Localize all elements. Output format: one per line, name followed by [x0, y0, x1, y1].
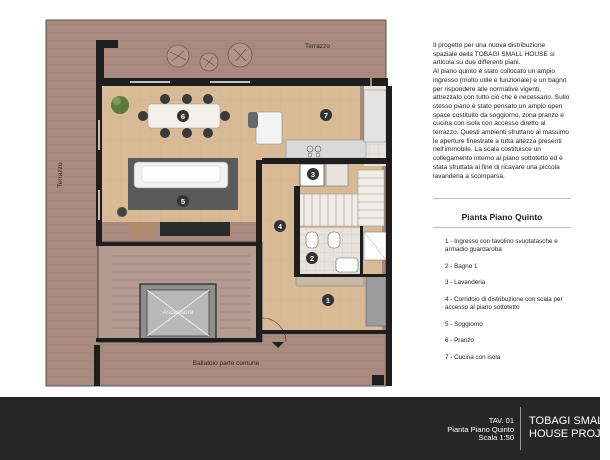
room-number: 7 — [323, 111, 329, 120]
sheet-number: TAV. 01 — [488, 416, 514, 425]
sheet-scale: Scala 1:50 — [478, 433, 514, 443]
project-title — [529, 415, 610, 441]
legend-item: 1 - Ingresso con tavolino svuotatasche e armadio guardaroba — [445, 238, 558, 253]
terrace-label: Terrazzo — [57, 162, 64, 188]
plant — [111, 96, 129, 114]
kitchen-island — [256, 112, 282, 144]
balcony-label: Ballatoio parte comune — [192, 360, 260, 367]
legend-item: 7 - Cucina con isola — [445, 354, 501, 362]
room-legend — [445, 238, 570, 371]
legend-item: 6 - Pranzo — [445, 337, 475, 345]
project-title-line: TOBAGI SMALL — [529, 415, 610, 427]
room-number: 1 — [325, 296, 331, 305]
room-number: 5 — [180, 197, 186, 206]
legend-item: 2 - Bagno 1 — [445, 262, 478, 270]
project-description — [433, 42, 571, 181]
description-paragraph: Al piano quinto è stato collocato un ampio ingresso (molto utile e funzionale) e un bagno per rispondere alle normative vigenti, attrezzato con tutto ciò che è necessario. Sullo stesso piano è stato pensato un ampio open space costituito da soggiorno, zona pranzo e cucina con isola con accesso diretto al terrazzo. Questi ambienti sfruttano al massimo le aperture finestrate a tutta altezza presenti nell'immobile. La scala costituisce un collegamento interno al piano sottotetto ed è stata sfruttata al fine di ricavare una piccola lavanderia a scomparsa. — [433, 68, 570, 180]
divider — [433, 198, 571, 199]
room-number: 6 — [180, 112, 186, 121]
legend-item: 3 - Lavanderia — [445, 279, 486, 287]
legend-item: 5 - Soggiorno — [445, 320, 483, 328]
sheet-info — [447, 417, 514, 443]
living-area — [117, 158, 238, 236]
wardrobe — [296, 276, 364, 286]
legend-item: 4 - Corridoio di distribuzione con scala per accesso al piano sottotetto — [445, 296, 563, 312]
room-number: 2 — [309, 254, 315, 263]
sheet-title: Pianta Piano Quinto — [447, 424, 514, 434]
elevator-label: Ascensore — [162, 309, 194, 316]
divider — [520, 407, 521, 450]
divider — [433, 227, 571, 228]
description-paragraph: Il progetto per una nuova distribuzione spaziale della TOBAGI SMALL HOUSE si articola su due differenti piani. — [433, 42, 555, 67]
project-title-line: HOUSE PROJE — [529, 428, 608, 440]
room-number: 3 — [310, 170, 316, 179]
title-block — [0, 397, 610, 460]
legend-title: Pianta Piano Quinto — [461, 212, 543, 222]
room-number: 4 — [277, 222, 283, 231]
tv-cabinet — [160, 222, 230, 236]
terrace-label: Terrazzo — [305, 43, 330, 50]
